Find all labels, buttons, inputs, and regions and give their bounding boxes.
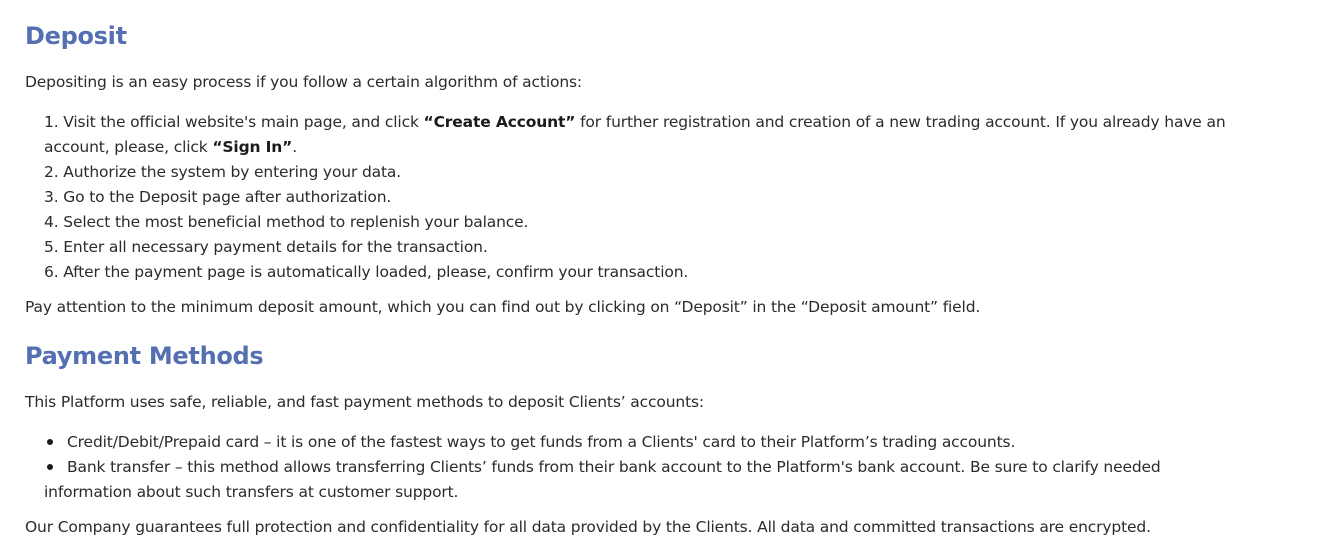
deposit-intro: Depositing is an easy process if you follow a certain algorithm of actions: [25, 73, 582, 91]
deposit-heading: Deposit [25, 22, 127, 50]
payment-methods-heading: Payment Methods [25, 342, 264, 370]
step-text: Visit the official website's main page, and click [63, 113, 424, 131]
security-footer: Our Company guarantees full protection and confidentiality for all data provided by the Clients. All data and committed transactions are encrypted. [25, 518, 1151, 536]
create-account-label: “Create Account” [423, 113, 576, 131]
bullet-icon [47, 439, 53, 445]
payment-intro: This Platform uses safe, reliable, and fast payment methods to deposit Clients’ accounts: [25, 393, 704, 411]
method-text: Bank transfer – this method allows transferring Clients’ funds from their bank account to the Platform's bank account. Be sure to clarify needed information about such transfers at customer support. [44, 458, 1161, 501]
step-text: Enter all necessary payment details for the transaction. [63, 238, 488, 256]
list-item [44, 185, 1284, 210]
step-text: Go to the Deposit page after authorization. [63, 188, 392, 206]
list-item [44, 110, 1284, 160]
payment-methods-list [44, 430, 1244, 505]
step-number: 2. [44, 163, 59, 181]
step-number: 1. [44, 113, 59, 131]
step-text: Authorize the system by entering your data. [63, 163, 402, 181]
step-text: Select the most beneficial method to replenish your balance. [63, 213, 529, 231]
bullet-icon [47, 464, 53, 470]
step-text: After the payment page is automatically loaded, please, confirm your transaction. [63, 263, 689, 281]
step-text: . [292, 138, 297, 156]
step-number: 5. [44, 238, 59, 256]
step-number: 6. [44, 263, 59, 281]
method-text: Credit/Debit/Prepaid card – it is one of the fastest ways to get funds from a Clients' card to their Platform’s trading accounts. [67, 433, 1016, 451]
step-text: for further registration and creation of a new trading account. If you already have an account, please, click [44, 113, 1226, 156]
step-number: 4. [44, 213, 59, 231]
list-item [44, 235, 1284, 260]
list-item [44, 455, 1244, 505]
list-item [44, 210, 1284, 235]
sign-in-label: “Sign In” [212, 138, 293, 156]
list-item [44, 430, 1244, 455]
step-number: 3. [44, 188, 59, 206]
deposit-steps-list [44, 110, 1284, 285]
list-item [44, 260, 1284, 285]
deposit-note: Pay attention to the minimum deposit amount, which you can find out by clicking on “Deposit” in the “Deposit amount” field. [25, 298, 981, 316]
list-item [44, 160, 1284, 185]
